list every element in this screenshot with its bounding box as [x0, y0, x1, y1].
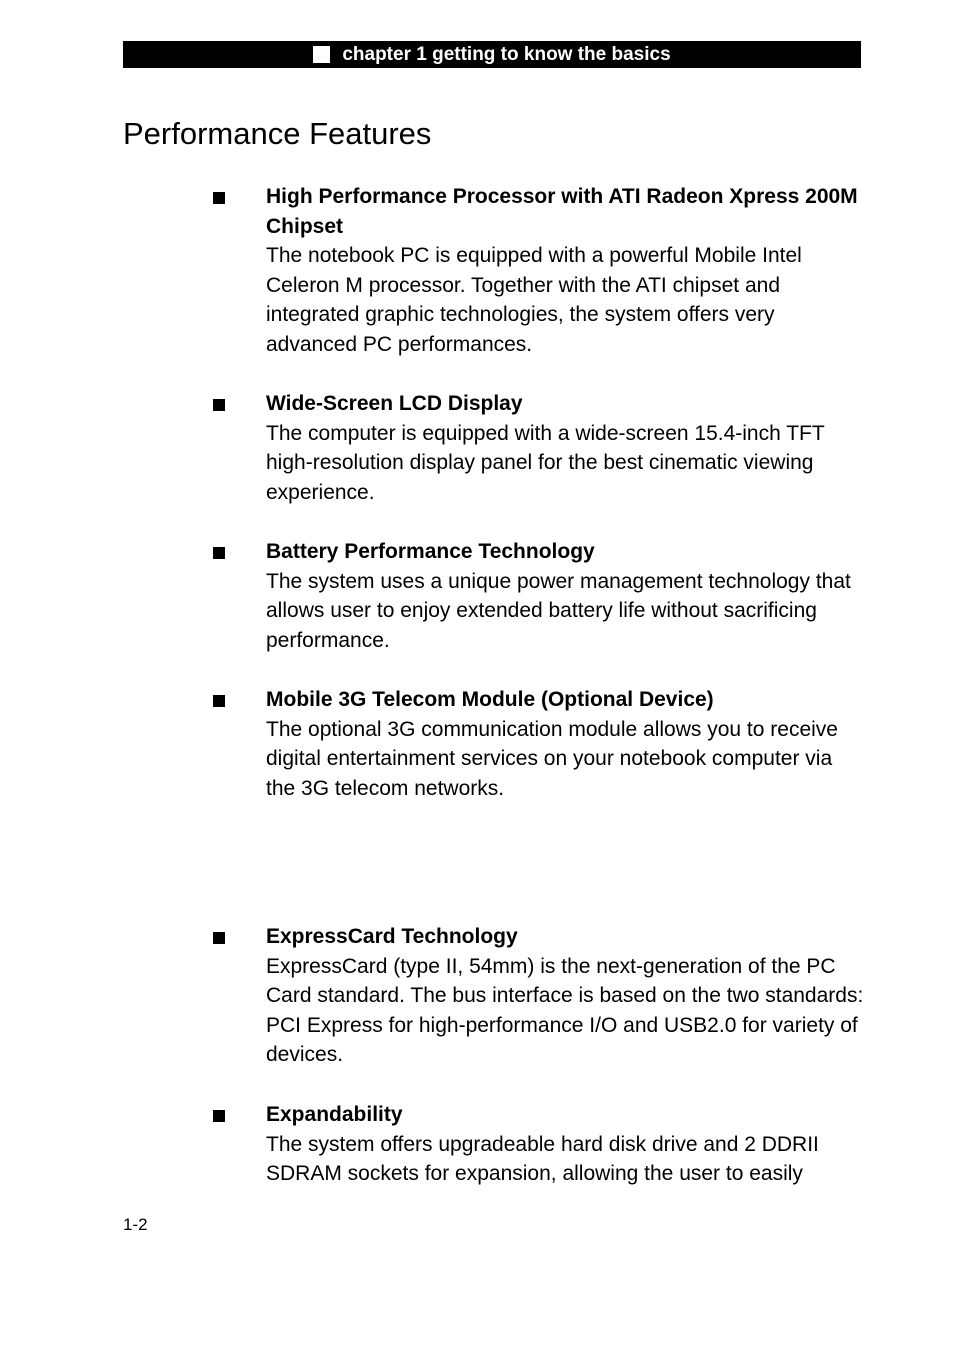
feature-title: ExpressCard Technology [266, 925, 518, 948]
square-bullet-icon [213, 1110, 225, 1122]
feature-item [266, 685, 866, 803]
feature-item [266, 922, 866, 1070]
square-bullet-icon [213, 192, 225, 204]
feature-title: Mobile 3G Telecom Module (Optional Device) [266, 688, 714, 711]
square-bullet-icon [213, 547, 225, 559]
feature-description: The optional 3G communication module allows you to receive digital entertainment services on your notebook computer via the 3G telecom networks. [266, 717, 838, 800]
feature-title: Battery Performance Technology [266, 540, 595, 563]
feature-item [266, 1100, 866, 1189]
feature-title: High Performance Processor with ATI Radeon Xpress 200M Chipset [266, 185, 858, 238]
chapter-header-bar [123, 41, 861, 68]
square-bullet-icon [213, 695, 225, 707]
feature-description: The computer is equipped with a wide-screen 15.4-inch TFT high-resolution display panel for the best cinematic viewing experience. [266, 421, 825, 504]
feature-item [266, 537, 866, 655]
page-title: Performance Features [123, 116, 432, 151]
square-bullet-icon [213, 932, 225, 944]
feature-description: The notebook PC is equipped with a powerful Mobile Intel Celeron M processor. Together with the ATI chipset and integrated graphic technologies, the system offers very advanced PC performances. [266, 244, 802, 356]
feature-description: The system uses a unique power management technology that allows user to enjoy extended battery life without sacrificing performance. [266, 569, 851, 652]
feature-item [266, 182, 866, 360]
square-icon [313, 46, 330, 63]
feature-item [266, 389, 866, 507]
feature-description: The system offers upgradeable hard disk drive and 2 DDRII SDRAM sockets for expansion, allowing the user to easily [266, 1132, 819, 1186]
feature-title: Wide-Screen LCD Display [266, 392, 523, 415]
feature-description: ExpressCard (type II, 54mm) is the next-generation of the PC Card standard. The bus interface is based on the two standards: PCI Express for high-performance I/O and USB2.0 for variety of devices. [266, 954, 864, 1067]
feature-title: Expandability [266, 1103, 403, 1126]
square-bullet-icon [213, 399, 225, 411]
page-number: 1-2 [123, 1215, 148, 1234]
chapter-label: chapter 1 getting to know the basics [342, 43, 671, 65]
